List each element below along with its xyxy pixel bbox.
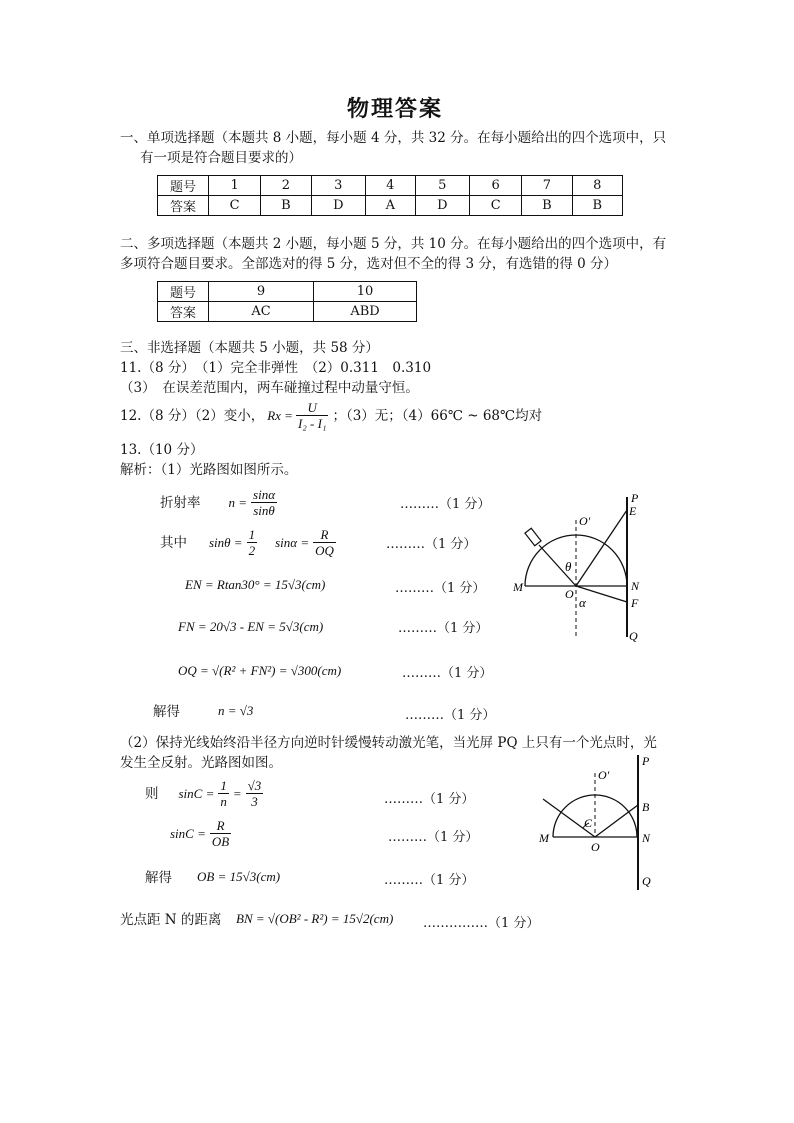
q12-suffix: ；（3）无；（4）66℃ ~ 68℃均对 bbox=[332, 407, 543, 424]
multi-choice-table bbox=[157, 281, 417, 322]
sinc1-numerator-2: √3 bbox=[247, 778, 262, 793]
q12-denominator: I₂ - I₁ bbox=[297, 416, 327, 431]
label-o: O bbox=[565, 587, 574, 601]
sinc1-denominator-2: 3 bbox=[251, 794, 258, 809]
equation-bn: BN = √(OB² - R²) = 15√2(cm) bbox=[236, 911, 394, 926]
sinc-formula-1 bbox=[145, 778, 263, 809]
sinc2-numerator: R bbox=[210, 818, 231, 834]
label-alpha: α bbox=[579, 595, 586, 610]
table-row bbox=[158, 302, 417, 322]
label-n: N bbox=[642, 831, 651, 845]
table-cell: 6 bbox=[470, 176, 522, 196]
table-cell: 1 bbox=[209, 176, 261, 196]
table-cell: 2 bbox=[261, 176, 311, 196]
refraction-denominator: sinθ bbox=[253, 503, 275, 518]
q13-analysis: 解析：（1）光路图如图所示。 bbox=[120, 462, 298, 478]
table-cell: 题号 bbox=[158, 176, 209, 196]
sin-alpha-lhs: sinα = bbox=[275, 534, 310, 550]
part2-line1: （2）保持光线始终沿半径方向逆时针缓慢转动激光笔，当光屏 PQ 上只有一个光点时，光 bbox=[120, 735, 657, 751]
part2-line2: 发生全反射。光路图如图。 bbox=[120, 755, 282, 771]
table-cell: B bbox=[572, 196, 622, 216]
score-10: ……………（1 分） bbox=[423, 916, 540, 931]
label-p: P bbox=[642, 755, 650, 768]
score-9: ………（1 分） bbox=[384, 873, 475, 888]
section2-line1: 二、多项选择题（本题共 2 小题，每小题 5 分，共 10 分。在每小题给出的四个选项中，有 bbox=[120, 236, 667, 252]
equation-en: EN = Rtan30° = 15√3(cm) bbox=[185, 577, 326, 592]
score-8: ………（1 分） bbox=[388, 830, 479, 845]
table-cell: B bbox=[522, 196, 572, 216]
q12-prefix: 12.（8 分）（2）变小， bbox=[120, 407, 265, 424]
then-label: 则 bbox=[145, 785, 159, 802]
label-e: E bbox=[629, 504, 637, 518]
q12-fraction bbox=[296, 400, 329, 431]
table-cell: 8 bbox=[572, 176, 622, 196]
equation-ob: OB = 15√3(cm) bbox=[197, 869, 281, 884]
refraction-formula bbox=[160, 487, 277, 518]
sin-theta-denominator: 2 bbox=[248, 543, 256, 558]
label-m: M bbox=[539, 831, 549, 845]
sin-alpha-numerator: R bbox=[313, 527, 336, 543]
score-3: ………（1 分） bbox=[395, 581, 486, 596]
sin-theta-numerator: 1 bbox=[248, 527, 256, 542]
table-cell: 4 bbox=[366, 176, 416, 196]
label-m: M bbox=[513, 580, 523, 594]
table-cell: D bbox=[311, 196, 366, 216]
solve-label-2: 解得 bbox=[145, 870, 172, 886]
sinc-formula-2 bbox=[170, 818, 231, 849]
q11-line2: （3） 在误差范围内，两车碰撞过程中动量守恒。 bbox=[120, 380, 419, 396]
score-5: ………（1 分） bbox=[402, 666, 493, 681]
table-cell: 9 bbox=[209, 282, 314, 302]
sin-alpha-fraction bbox=[313, 527, 336, 558]
equation-n: n = √3 bbox=[218, 703, 254, 718]
reflected-ray bbox=[595, 805, 638, 837]
label-p: P bbox=[631, 491, 639, 505]
sinc2-lhs: sinC = bbox=[170, 825, 206, 841]
table-cell: 题号 bbox=[158, 282, 209, 302]
label-q: Q bbox=[629, 629, 638, 643]
sinc2-fraction bbox=[210, 818, 231, 849]
sinc1-fraction-2 bbox=[246, 778, 264, 809]
table-row bbox=[158, 176, 623, 196]
solve-label-1: 解得 bbox=[153, 704, 180, 720]
section3-heading: 三、非选择题（本题共 5 小题，共 58 分） bbox=[120, 340, 379, 356]
light-path-figure-2 bbox=[535, 755, 665, 895]
table-cell: C bbox=[209, 196, 261, 216]
table-cell: 3 bbox=[311, 176, 366, 196]
table-cell: A bbox=[366, 196, 416, 216]
single-choice-table bbox=[157, 175, 623, 216]
table-cell: 答案 bbox=[158, 196, 209, 216]
section1-line1: 一、单项选择题（本题共 8 小题，每小题 4 分，共 32 分。在每小题给出的四个选项中，只 bbox=[120, 130, 667, 146]
table-cell: C bbox=[470, 196, 522, 216]
table-cell: D bbox=[415, 196, 470, 216]
label-o: O bbox=[591, 840, 600, 854]
table-cell: 答案 bbox=[158, 302, 209, 322]
table-row bbox=[158, 196, 623, 216]
refraction-lhs: n = bbox=[228, 494, 248, 510]
sin-theta-fraction bbox=[247, 527, 258, 558]
light-path-figure-1 bbox=[505, 485, 655, 650]
score-7: ………（1 分） bbox=[384, 792, 475, 807]
sinc1-numerator: 1 bbox=[220, 778, 227, 793]
q12-line bbox=[120, 400, 542, 431]
sin-theta-lhs: sinθ = bbox=[209, 534, 243, 550]
sinc2-denominator: OB bbox=[211, 834, 230, 849]
table-row bbox=[158, 282, 417, 302]
bn-label: 光点距 N 的距离 bbox=[120, 912, 222, 928]
score-6: ………（1 分） bbox=[405, 708, 496, 723]
refraction-fraction bbox=[251, 487, 277, 518]
sinc1-fraction bbox=[218, 778, 229, 809]
q12-numerator: U bbox=[296, 400, 329, 416]
table-cell: B bbox=[261, 196, 311, 216]
label-f: F bbox=[631, 596, 639, 610]
label-o-prime: O' bbox=[579, 514, 591, 528]
sinc1-denominator: n bbox=[220, 794, 227, 809]
score-4: ………（1 分） bbox=[398, 621, 489, 636]
score-1: ………（1 分） bbox=[400, 497, 491, 512]
label-c: C bbox=[584, 816, 593, 830]
equation-fn: FN = 20√3 - EN = 5√3(cm) bbox=[178, 619, 324, 634]
section2-line2: 多项符合题目要求。全部选对的得 5 分，选对但不全的得 3 分，有选错的得 0 分） bbox=[120, 256, 618, 272]
q11-line1: 11.（8 分） （1）完全非弹性 （2）0.311 0.310 bbox=[120, 360, 432, 376]
laser-pen bbox=[525, 528, 541, 546]
label-o-prime: O' bbox=[598, 768, 610, 782]
refraction-numerator: sinα bbox=[253, 487, 276, 502]
page-title: 物理答案 bbox=[347, 96, 444, 122]
label-n: N bbox=[631, 579, 640, 593]
sinc1-lhs: sinC = bbox=[178, 785, 215, 801]
q12-rx: Rx = bbox=[267, 407, 293, 423]
where-label: 其中 bbox=[160, 534, 187, 551]
section1-line2: 有一项是符合题目要求的） bbox=[140, 150, 302, 166]
label-q: Q bbox=[642, 874, 651, 888]
equation-oq: OQ = √(R² + FN²) = √300(cm) bbox=[178, 663, 342, 678]
sin-alpha-denominator: OQ bbox=[315, 543, 334, 558]
table-cell: ABD bbox=[314, 302, 417, 322]
q13-heading: 13.（10 分） bbox=[120, 442, 204, 458]
table-cell: 10 bbox=[314, 282, 417, 302]
refraction-label: 折射率 bbox=[160, 494, 201, 511]
table-cell: 7 bbox=[522, 176, 572, 196]
sinc1-equals: = bbox=[232, 785, 242, 801]
where-formula bbox=[160, 527, 336, 558]
table-cell: 5 bbox=[415, 176, 470, 196]
table-cell: AC bbox=[209, 302, 314, 322]
label-theta: θ bbox=[565, 559, 572, 574]
score-2: ………（1 分） bbox=[386, 537, 477, 552]
label-b: B bbox=[642, 800, 650, 814]
